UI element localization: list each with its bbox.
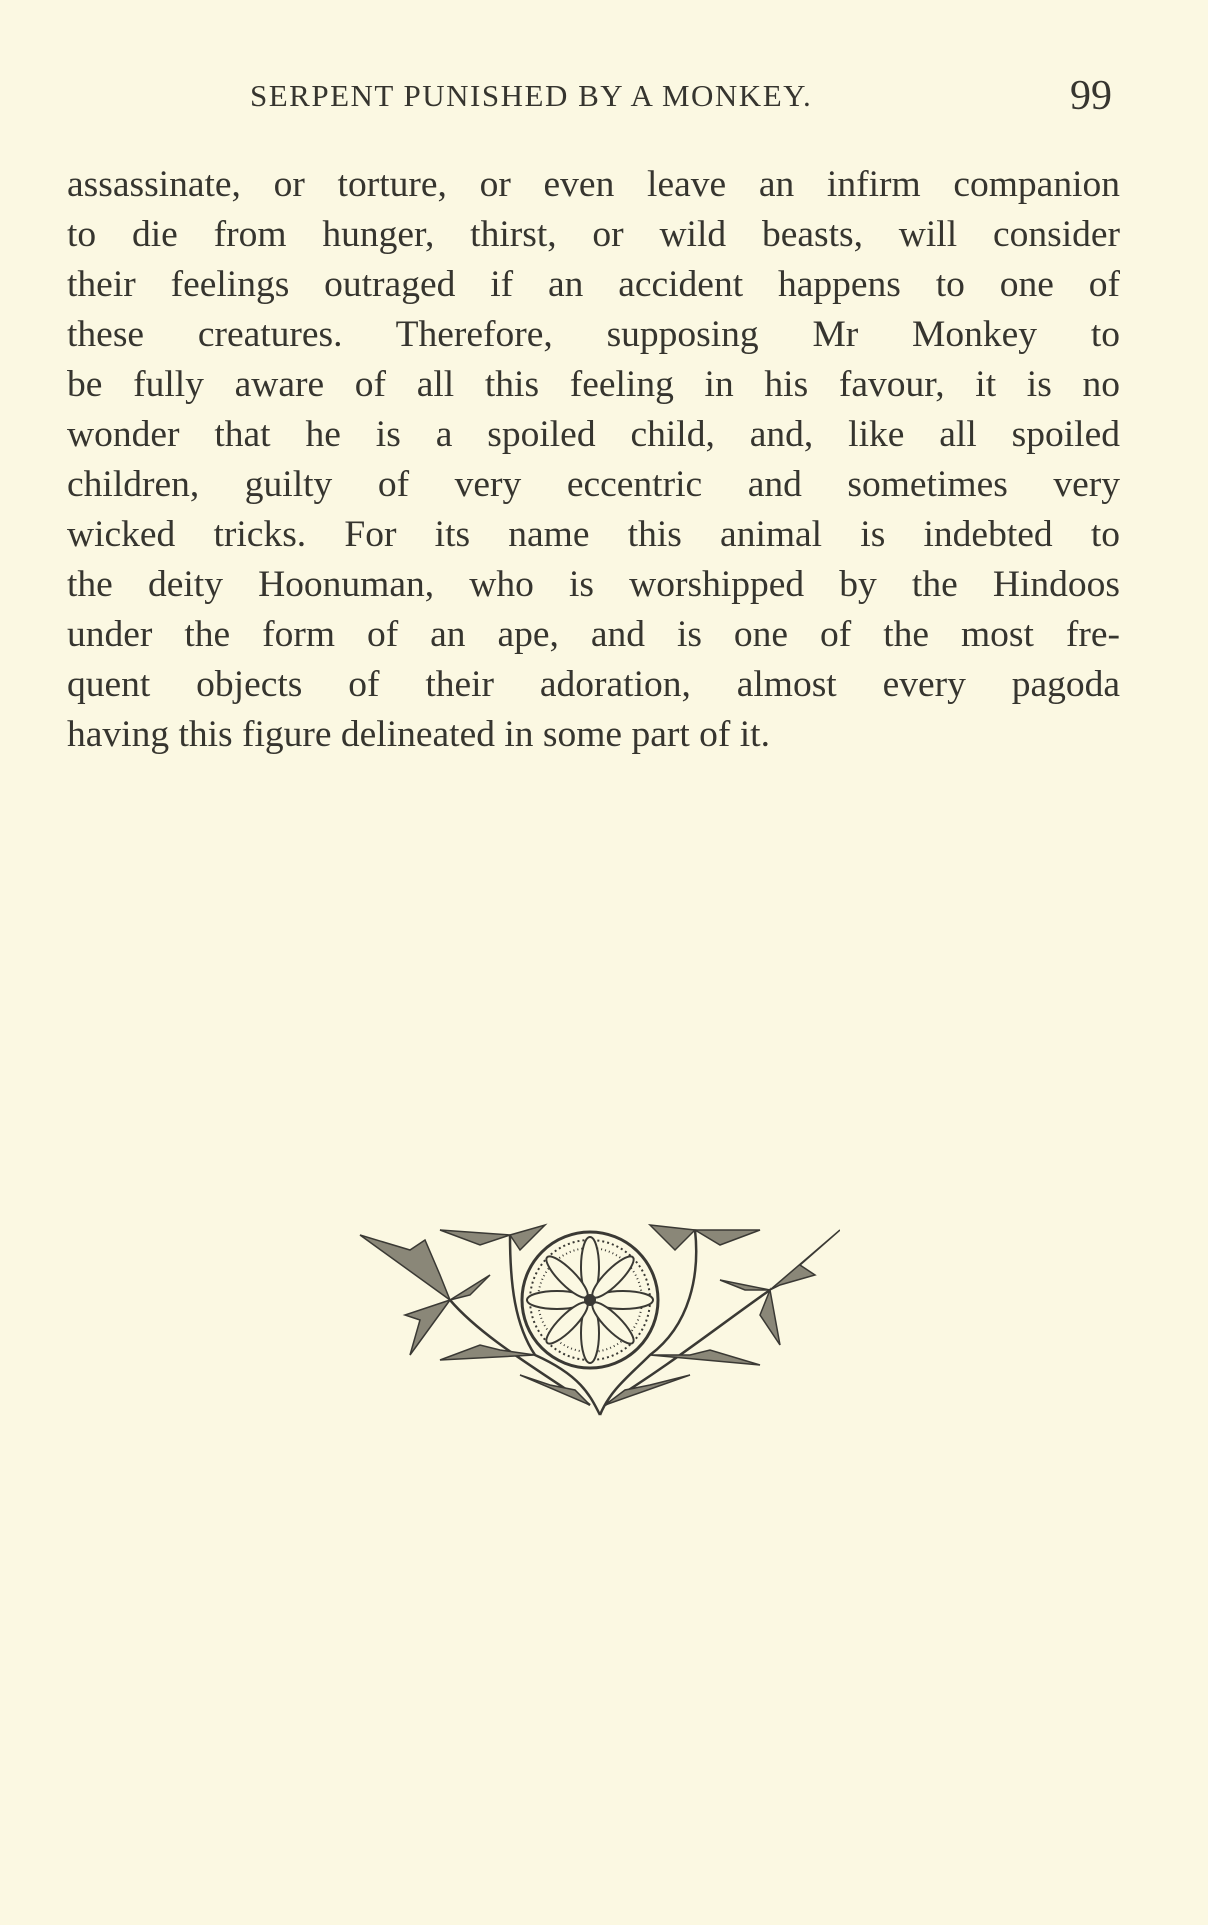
running-head-title: SERPENT PUNISHED BY A MONKEY. bbox=[250, 78, 813, 113]
text-line: to die from hunger, thirst, or wild beasts, will consider bbox=[67, 214, 1120, 255]
text-line: wonder that he is a spoiled child, and, like all spoiled bbox=[67, 414, 1120, 455]
text-line: be fully aware of all this feeling in his favour, it is no bbox=[67, 364, 1120, 405]
body-text bbox=[67, 160, 1120, 760]
page-number: 99 bbox=[1070, 73, 1112, 119]
text-line: under the form of an ape, and is one of the most fre- bbox=[67, 614, 1120, 655]
text-line: wicked tricks. For its name this animal is indebted to bbox=[67, 514, 1120, 555]
text-line: having this figure delineated in some part of it. bbox=[67, 714, 770, 755]
floral-tailpiece-icon bbox=[350, 1205, 840, 1420]
text-line: the deity Hoonuman, who is worshipped by the Hindoos bbox=[67, 564, 1120, 605]
text-line: their feelings outraged if an accident happens to one of bbox=[67, 264, 1120, 305]
text-line: quent objects of their adoration, almost every pagoda bbox=[67, 664, 1120, 705]
text-line: assassinate, or torture, or even leave an infirm companion bbox=[67, 164, 1120, 205]
text-line: these creatures. Therefore, supposing Mr Monkey to bbox=[67, 314, 1120, 355]
text-line: children, guilty of very eccentric and sometimes very bbox=[67, 464, 1120, 505]
